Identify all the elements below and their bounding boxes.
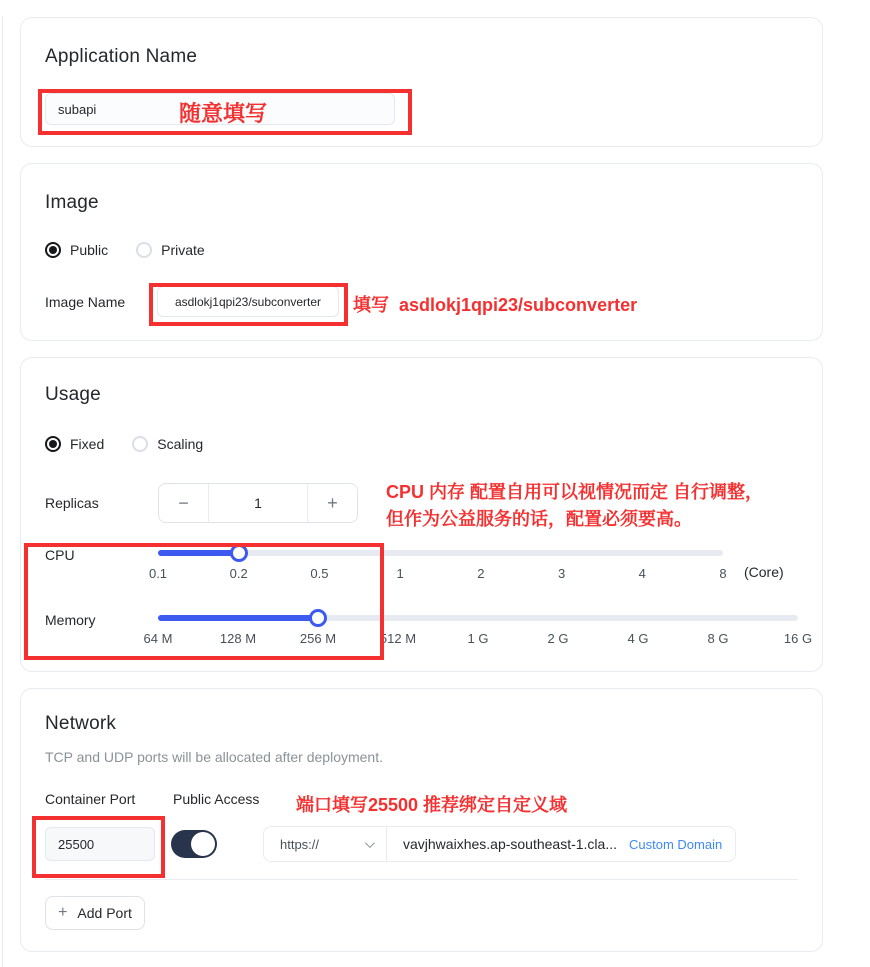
chevron-down-icon	[365, 838, 375, 848]
deploy-form-page	[0, 17, 870, 967]
slider-tick-label: 4	[638, 566, 646, 581]
radio-unchecked-icon	[132, 436, 148, 452]
cpu-slider-ticks	[148, 566, 727, 582]
add-port-label: Add Port	[77, 905, 132, 921]
annotation-text-port: 端口填写25500 推荐绑定自定义域	[296, 795, 568, 815]
slider-tick-label: 8	[719, 566, 727, 581]
public-access-toggle[interactable]	[171, 830, 217, 858]
radio-private[interactable]	[136, 242, 205, 258]
annotation-text-app-name: 随意填写	[179, 101, 268, 126]
replicas-value[interactable]: 1	[208, 484, 308, 522]
cpu-slider	[148, 545, 727, 582]
replicas-increment-button[interactable]: +	[308, 484, 357, 522]
usage-card	[20, 357, 823, 672]
radio-checked-icon	[45, 242, 61, 258]
radio-public[interactable]	[45, 242, 108, 258]
slider-tick-label: 128 M	[219, 631, 257, 646]
radio-scaling-label: Scaling	[157, 436, 204, 452]
slider-tick-label: 1 G	[467, 631, 489, 646]
public-access-label: Public Access	[173, 791, 260, 807]
application-name-card	[20, 17, 823, 147]
radio-public-label: Public	[70, 242, 109, 258]
annotation-text-image-name: 填写 asdlokj1qpi23/subconverter	[353, 295, 638, 315]
protocol-value: https://	[280, 836, 320, 852]
usage-mode-radio-row	[45, 436, 798, 452]
radio-scaling[interactable]	[132, 436, 203, 452]
memory-row	[45, 610, 813, 647]
network-title: Network	[45, 713, 117, 734]
toggle-knob	[191, 832, 215, 856]
cpu-slider-handle[interactable]	[230, 544, 248, 562]
replicas-decrement-button[interactable]: −	[159, 484, 208, 522]
slider-tick-label: 256 M	[299, 631, 337, 646]
plus-icon: +	[58, 904, 68, 921]
cpu-slider-track[interactable]	[158, 550, 723, 556]
radio-checked-icon	[45, 436, 61, 452]
registry-radio-row	[45, 242, 798, 258]
image-card	[20, 163, 823, 341]
slider-tick-label: 16 G	[783, 631, 813, 646]
slider-tick-label: 4 G	[627, 631, 649, 646]
radio-private-label: Private	[161, 242, 205, 258]
slider-tick-label: 2	[477, 566, 485, 581]
slider-tick-label: 0.1	[148, 566, 168, 581]
add-port-button[interactable]	[45, 896, 145, 930]
memory-slider-track[interactable]	[158, 615, 798, 621]
radio-fixed[interactable]	[45, 436, 104, 452]
radio-fixed-label: Fixed	[70, 436, 105, 452]
replicas-stepper	[158, 483, 358, 523]
domain-text[interactable]: vavjhwaixhes.ap-southeast-1.cla...	[403, 836, 617, 852]
application-name-title: Application Name	[45, 46, 198, 67]
replicas-label: Replicas	[45, 495, 99, 511]
slider-tick-label: 3	[557, 566, 566, 581]
annotation-text-usage-line1: CPU 内存 配置自用可以视情况而定 自行调整，	[386, 482, 764, 502]
memory-slider-fill	[158, 615, 318, 621]
usage-title: Usage	[45, 384, 101, 405]
container-port-input[interactable]	[45, 827, 155, 861]
annotation-text-usage-line2: 但作为公益服务的话，配置必须要高。	[386, 509, 692, 529]
memory-slider-ticks	[143, 631, 813, 647]
url-preview-group	[263, 826, 736, 862]
domain-area	[387, 836, 722, 852]
cpu-row	[45, 545, 798, 582]
memory-slider-handle[interactable]	[309, 609, 327, 627]
container-port-label: Container Port	[45, 791, 136, 807]
radio-unchecked-icon	[136, 242, 152, 258]
image-name-label: Image Name	[45, 293, 126, 310]
cpu-slider-fill	[158, 550, 239, 556]
slider-tick-label: 2 G	[547, 631, 569, 646]
panel-left-edge	[2, 17, 3, 967]
memory-label: Memory	[45, 612, 96, 628]
network-card	[20, 688, 823, 952]
network-controls-row	[45, 826, 798, 862]
cpu-label: CPU	[45, 547, 75, 563]
protocol-select[interactable]	[264, 827, 387, 861]
slider-tick-label: 64 M	[143, 631, 173, 646]
network-subtitle: TCP and UDP ports will be allocated after deployment.	[45, 749, 383, 765]
cpu-unit-label: (Core)	[744, 564, 784, 580]
image-title: Image	[45, 192, 99, 213]
slider-tick-label: 8 G	[707, 631, 729, 646]
memory-slider	[143, 610, 813, 647]
slider-tick-label: 512 M	[379, 631, 417, 646]
slider-tick-label: 0.2	[229, 566, 248, 581]
network-divider	[45, 879, 798, 880]
image-name-input[interactable]	[157, 286, 339, 317]
slider-tick-label: 0.5	[310, 566, 329, 581]
custom-domain-link[interactable]: Custom Domain	[629, 836, 723, 852]
slider-tick-label: 1	[396, 566, 404, 581]
